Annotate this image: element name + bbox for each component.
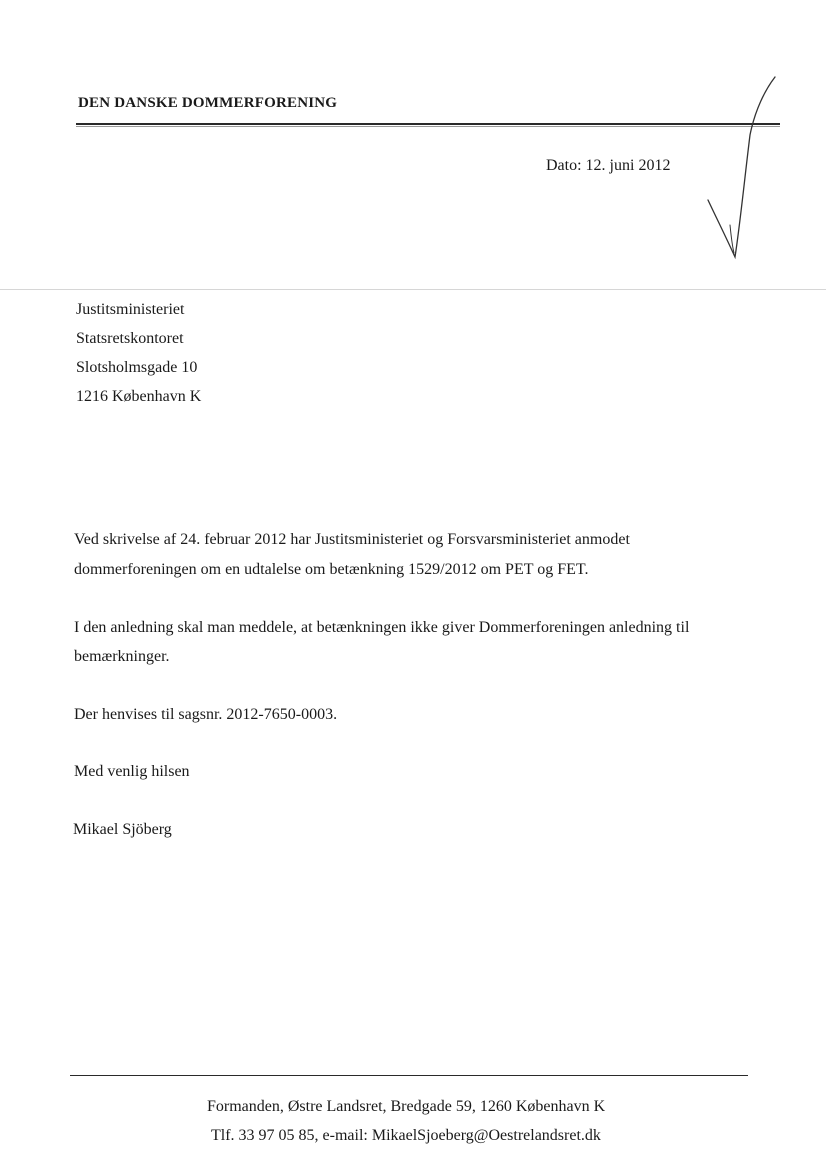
body-paragraph-1-line: Ved skrivelse af 24. februar 2012 har Justitsministeriet og Forsvarsministeriet anmodet: [74, 531, 630, 548]
recipient-line: Justitsministeriet: [76, 301, 185, 318]
organization-name: DEN DANSKE DOMMERFORENING: [78, 95, 338, 111]
recipient-line: 1216 København K: [76, 388, 202, 405]
footer-contact: Tlf. 33 97 05 85, e-mail: MikaelSjoeberg@Oestrelandsret.dk: [211, 1127, 601, 1144]
signatory-name: Mikael Sjöberg: [73, 821, 172, 838]
body-paragraph-2-line: I den anledning skal man meddele, at betænkningen ikke giver Dommerforeningen anledning til: [74, 619, 690, 636]
letter-date: Dato: 12. juni 2012: [546, 157, 671, 174]
body-paragraph-2-line: bemærkninger.: [74, 648, 170, 665]
fold-line: [0, 289, 826, 290]
handwritten-checkmark-icon: [700, 75, 790, 265]
case-reference: Der henvises til sagsnr. 2012-7650-0003.: [74, 706, 338, 723]
header-divider-shadow: [76, 126, 780, 127]
body-paragraph-1-line: dommerforeningen om en udtalelse om betænkning 1529/2012 om PET og FET.: [74, 561, 589, 578]
closing-greeting: Med venlig hilsen: [74, 763, 190, 780]
recipient-line: Slotsholmsgade 10: [76, 359, 198, 376]
header-divider: [76, 123, 780, 125]
recipient-line: Statsretskontoret: [76, 330, 184, 347]
footer-divider: [70, 1075, 748, 1076]
footer-address: Formanden, Østre Landsret, Bredgade 59, 1260 København K: [207, 1098, 606, 1115]
